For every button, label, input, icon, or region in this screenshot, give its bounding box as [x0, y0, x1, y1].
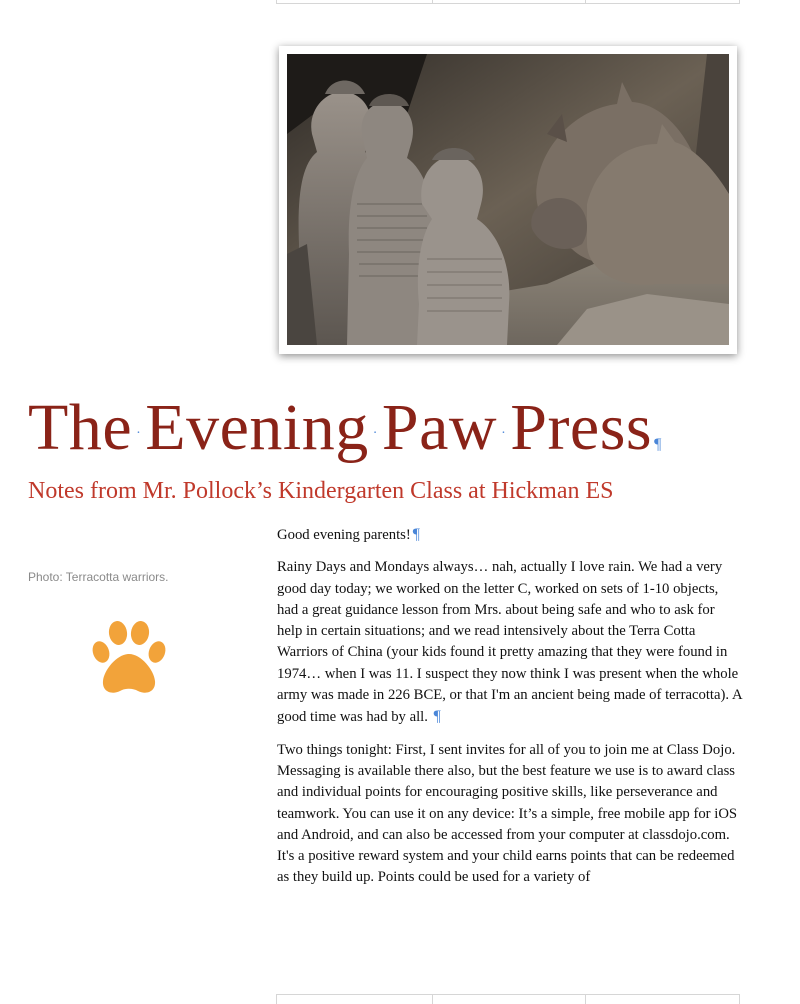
space-mark-icon: · [136, 425, 142, 441]
paw-print-icon [88, 618, 170, 698]
table-border-top [276, 0, 740, 4]
title-word-press: Press [510, 391, 653, 464]
body-paragraph-1 [277, 557, 742, 728]
space-mark-icon: · [501, 425, 507, 441]
title-word-evening: Evening [145, 391, 369, 464]
photo-frame [279, 46, 737, 354]
greeting-text: Good evening parents! [277, 527, 411, 543]
title-word-paw: Paw [381, 391, 498, 464]
title-word-the: The [28, 391, 133, 464]
greeting-paragraph [277, 524, 742, 546]
paragraph-mark-icon: ¶ [412, 526, 421, 543]
table-border-bottom [276, 994, 740, 1004]
body-paragraph-2: Two things tonight: First, I sent invites for all of you to join me at Class Dojo. Messaging is available there also, but the best feature we use is to award class and individual points for encouraging positive skills, like perseverance and teamwork. You can use it on any device: It’s a simple, free mobile app for iOS and Android, and can also be accessed from your computer at classdojo.com. It's a positive reward system and your child earns points that can be redeemed as they build up. Points could be used for a variety of [277, 741, 738, 886]
photo-caption: Photo: Terracotta warriors. [28, 570, 169, 584]
paragraph-mark-icon: ¶ [654, 436, 662, 453]
paragraph-1-text: Rainy Days and Mondays always… nah, actually I love rain. We had a very good day today; we worked on the letter C, worked on sets of 1-10 objects, had a great guidance lesson from Mrs. about being safe and who to ask for help in certain situations; and we read intensively about the Terra Cotta Warriors of China (your kids found it pretty amazing that they were found in 1974… when I was 11. I suspect they now think I was present when the whole army was made in 226 BCE, or that I'm an ancient being made of terracotta). A good time was had by all. [277, 559, 742, 726]
newsletter-title [28, 390, 662, 466]
paragraph-mark-icon: ¶ [433, 708, 441, 726]
newsletter-subtitle: Notes from Mr. Pollock’s Kindergarten Class at Hickman ES [28, 478, 614, 504]
newsletter-body [277, 524, 742, 900]
terracotta-warriors-photo [287, 54, 729, 345]
space-mark-icon: · [372, 425, 378, 441]
